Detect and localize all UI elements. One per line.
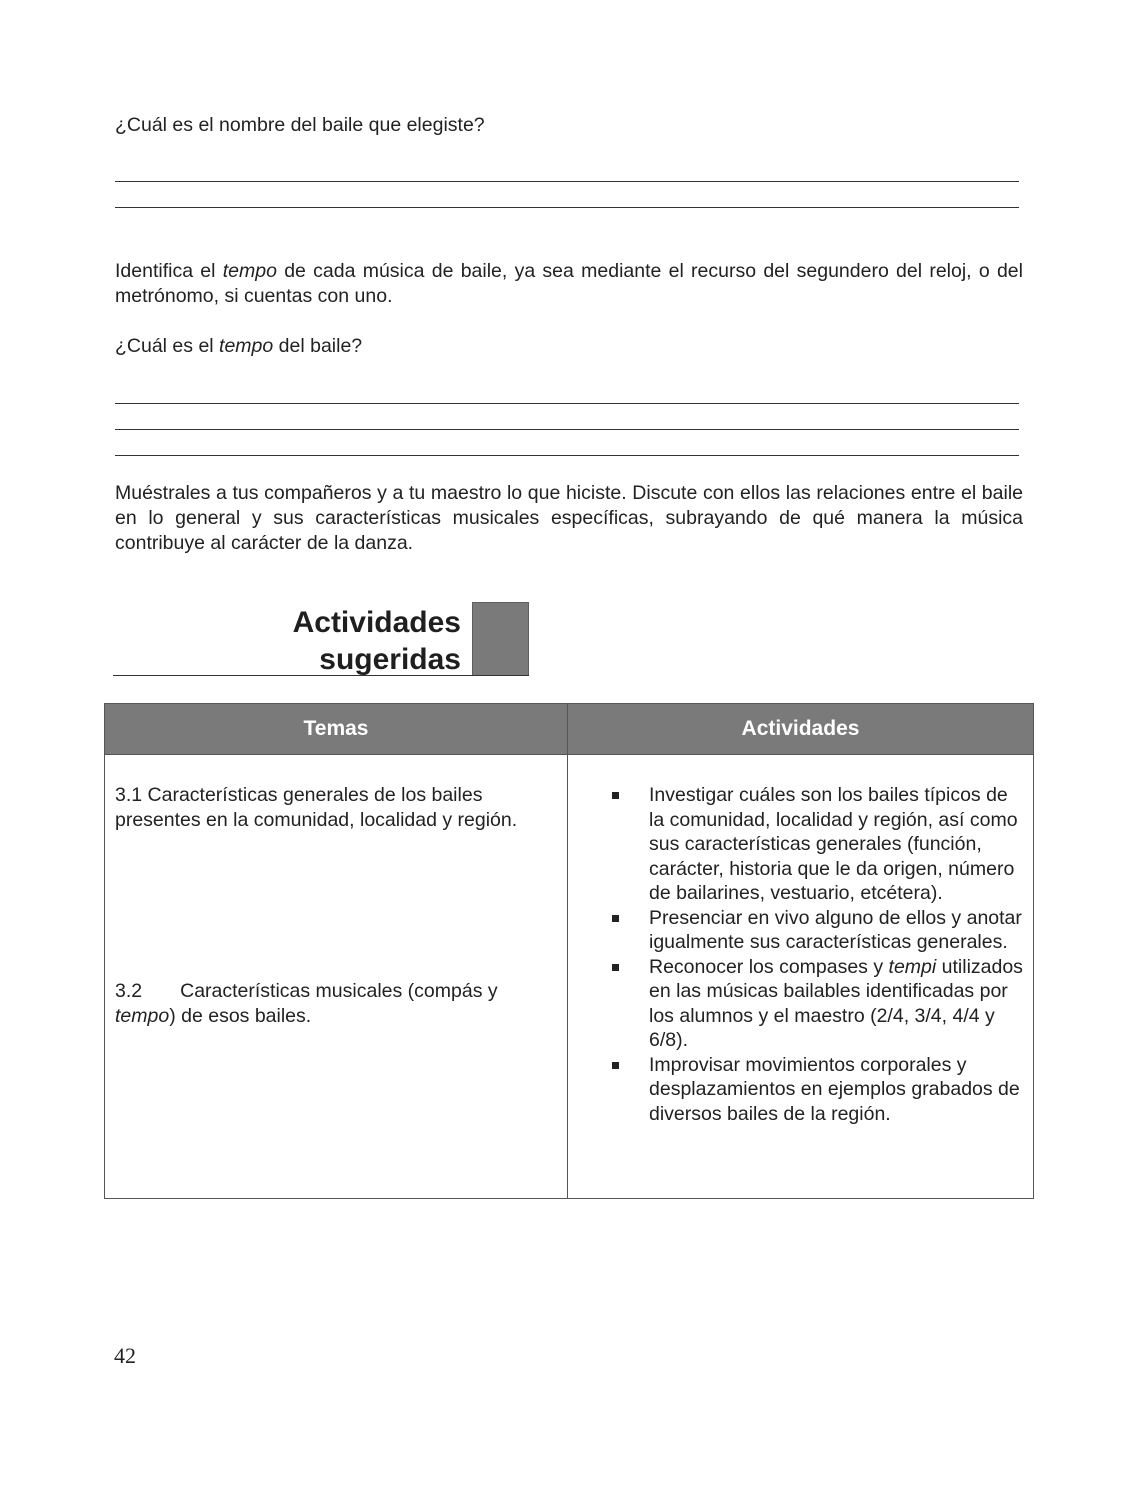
header-actividades: Actividades: [568, 704, 1034, 755]
table-header-row: [105, 704, 1034, 755]
temas-cell: [105, 755, 568, 1199]
answer-line: [115, 429, 1019, 430]
question-tempo: ¿Cuál es el tempo del baile?: [115, 335, 363, 357]
table-row: [105, 755, 1034, 1199]
section-heading-text: Actividades sugeridas: [292, 606, 461, 676]
question-dance-name: [115, 113, 1023, 138]
list-item: Investigar cuáles son los bailes típicos de la comunidad, localidad y región, así como sus características generales (función, carácter, historia que le da origen, número de bailarines, vestuario, etcétera).: [612, 783, 1023, 906]
header-temas: Temas: [105, 704, 568, 755]
answer-line: [115, 403, 1019, 404]
square-bullet-icon: [612, 964, 619, 971]
answer-line: [115, 181, 1019, 182]
term-tempo: tempo: [115, 1004, 170, 1027]
section-heading-underline: [113, 675, 529, 676]
list-item: Reconocer los compases y tempi utilizados en las músicas bailables identificadas por los alumnos y el maestro (2/4, 3/4, 4/4 y 6/8).: [612, 955, 1023, 1053]
tema-item: 3.2 Características musicales (compás y tempo) de esos bailes.: [115, 980, 498, 1027]
instruction-tempo: Identifica el tempo de cada música de baile, ya sea mediante el recurso del segundero del reloj, o del metrónomo, si cuentas con uno.: [115, 260, 1023, 307]
tema-item: 3.1 Características generales de los bailes presentes en la comunidad, localidad y región.: [115, 784, 518, 831]
page-number: 42: [114, 1343, 136, 1368]
instruction-share: Muéstrales a tus compañeros y a tu maestro lo que hiciste. Discute con ellos las relaciones entre el baile en lo general y sus características musicales específicas, subrayando de qué manera la música contribuye al carácter de la danza.: [115, 482, 1023, 554]
list-item: Improvisar movimientos corporales y desplazamientos en ejemplos grabados de diversos bailes de la región.: [612, 1053, 1023, 1127]
actividades-cell: [568, 755, 1034, 1199]
list-item: Presenciar en vivo alguno de ellos y anotar igualmente sus características generales.: [612, 906, 1023, 955]
term-tempi: tempi: [888, 955, 937, 978]
section-heading-block: [472, 602, 529, 676]
square-bullet-icon: [612, 1062, 619, 1069]
answer-line: [115, 455, 1019, 456]
section-heading: [113, 602, 529, 677]
activities-list: [612, 783, 1023, 1126]
question-dance-name-text: ¿Cuál es el nombre del baile que elegiste?: [115, 114, 485, 136]
activities-table: [104, 703, 1034, 1199]
term-tempo: tempo: [222, 260, 277, 282]
answer-line: [115, 207, 1019, 208]
term-tempo: tempo: [219, 335, 274, 357]
square-bullet-icon: [612, 915, 619, 922]
square-bullet-icon: [612, 792, 619, 799]
